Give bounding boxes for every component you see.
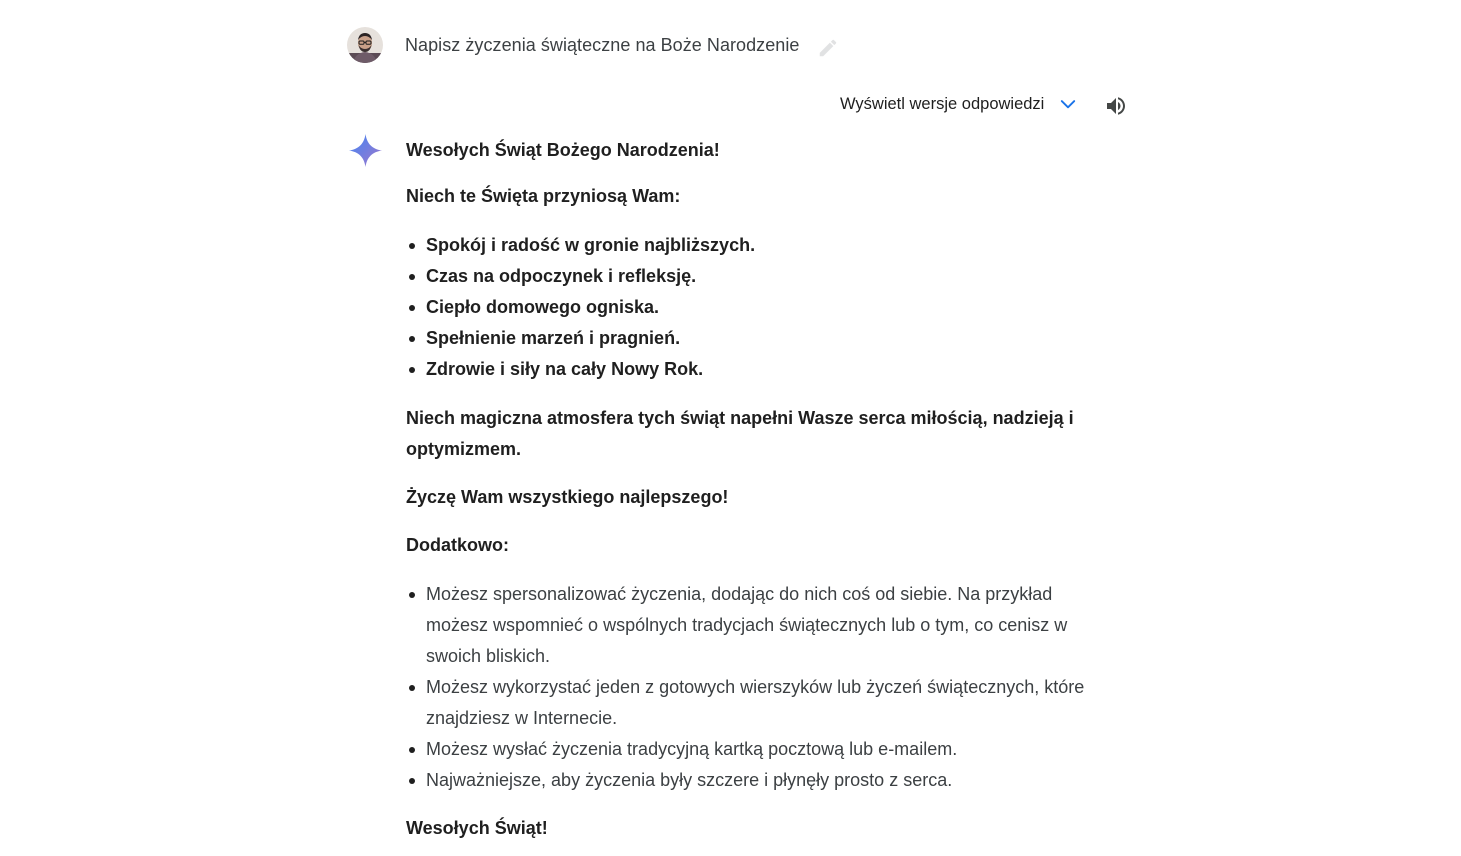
chevron-down-icon: [1058, 94, 1078, 114]
response-title: Wesołych Świąt Bożego Narodzenia!: [406, 140, 720, 160]
pencil-icon[interactable]: [817, 37, 839, 59]
list-item: Zdrowie i siły na cały Nowy Rok.: [406, 354, 1096, 385]
list-item: Ciepło domowego ogniska.: [406, 292, 1096, 323]
list-item: Czas na odpoczynek i refleksję.: [406, 261, 1096, 292]
speaker-icon[interactable]: [1104, 94, 1128, 118]
list-item: Spokój i radość w gronie najbliższych.: [406, 230, 1096, 261]
show-drafts-button[interactable]: [840, 94, 1078, 114]
list-item: Możesz spersonalizować życzenia, dodając do nich coś od siebie. Na przykład możesz wspomnieć o wspólnych tradycjach świątecznych lub o tym, co cenisz w swoich bliskich.: [406, 579, 1096, 672]
show-drafts-label: Wyświetl wersje odpowiedzi: [840, 94, 1045, 113]
list-item: Najważniejsze, aby życzenia były szczere i płynęły prosto z serca.: [406, 765, 1096, 796]
extra-heading: Dodatkowo:: [406, 535, 509, 555]
response-intro: Niech te Święta przyniosą Wam:: [406, 186, 681, 206]
gemini-sparkle-icon: [348, 133, 383, 168]
user-avatar: [347, 27, 383, 63]
response-closing: Wesołych Świąt!: [406, 818, 548, 838]
response-paragraph: Życzę Wam wszystkiego najlepszego!: [406, 487, 729, 507]
tips-list: [406, 579, 1096, 796]
user-prompt-text: Napisz życzenia świąteczne na Boże Narodzenie: [405, 34, 800, 55]
user-prompt-row: [347, 27, 839, 63]
response-paragraph: Niech magiczna atmosfera tych świąt napełni Wasze serca miłością, nadzieją i optymizmem.: [406, 408, 1074, 459]
list-item: Możesz wysłać życzenia tradycyjną kartką pocztową lub e-mailem.: [406, 734, 1096, 765]
list-item: Możesz wykorzystać jeden z gotowych wierszyków lub życzeń świątecznych, które znajdziesz w Internecie.: [406, 672, 1096, 734]
list-item: Spełnienie marzeń i pragnień.: [406, 323, 1096, 354]
wishes-list: [406, 230, 1096, 385]
response-body: [406, 136, 1096, 844]
